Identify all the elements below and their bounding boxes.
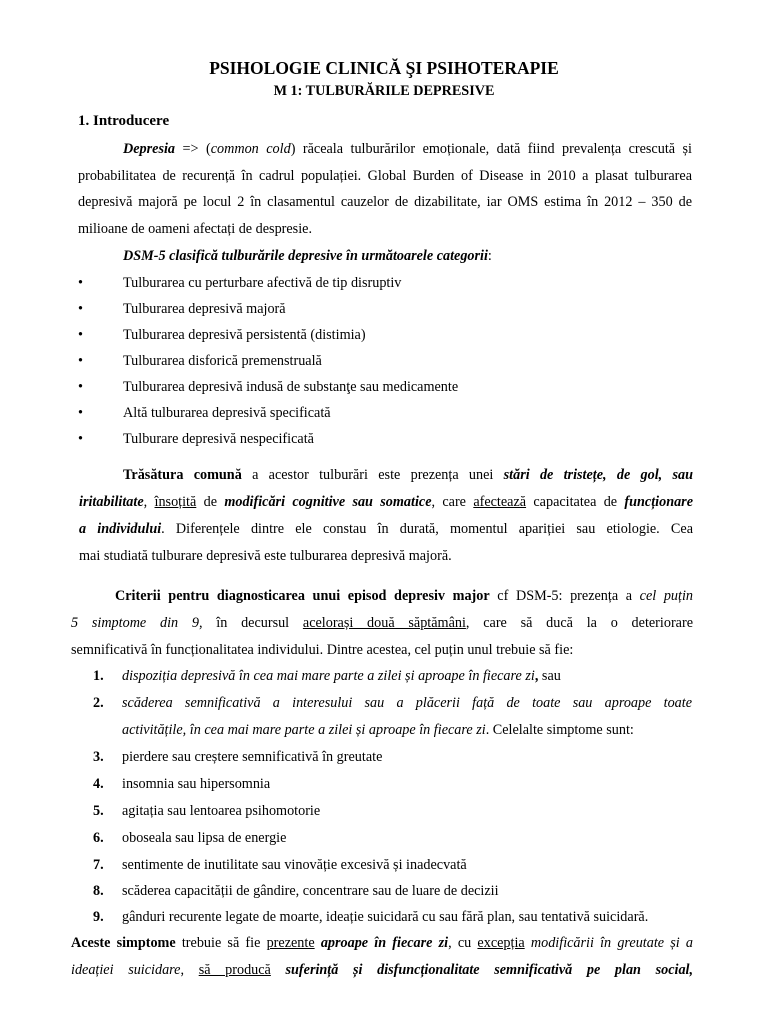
trasatura-line-3: a individului. Diferențele dintre ele constau în durată, momentul apariției sau etiologie. Cea bbox=[79, 521, 693, 537]
criterii-line-3: semnificativă în funcționalitatea individului. Dintre acestea, cel puțin unul trebuie să fie: bbox=[71, 642, 574, 658]
bullet-icon: • bbox=[78, 353, 83, 369]
bullet-icon: • bbox=[78, 379, 83, 395]
list-item: 3. pierdere sau creștere semnificativă în greutate bbox=[93, 749, 383, 765]
list-item: 1. dispoziția depresivă în cea mai mare parte a zilei și aproape în fiecare zi, sau bbox=[93, 668, 561, 684]
trasatura-line-4: mai studiată tulburare depresivă este tulburarea depresivă majoră. bbox=[79, 548, 452, 564]
bullet-icon: • bbox=[78, 275, 83, 291]
bullet-icon: • bbox=[78, 301, 83, 317]
list-item: 9. gânduri recurente legate de moarte, ideație suicidară cu sau fără plan, sau tentativă suicidară. bbox=[93, 909, 649, 925]
document-subtitle: M 1: TULBURĂRILE DEPRESIVE bbox=[273, 83, 495, 99]
list-item: 4. insomnia sau hipersomnia bbox=[93, 776, 271, 792]
term-depresia: Depresia bbox=[123, 141, 176, 157]
section-heading-introducere: 1. Introducere bbox=[78, 113, 170, 129]
bullet-icon: • bbox=[78, 327, 83, 343]
document-page: PSIHOLOGIE CLINICĂ ŞI PSIHOTERAPIE M 1: TULBURĂRILE DEPRESIVE 1. Introducere Depresia => (common cold) răceala tulburărilor emoționale, dată fiind prevalența crescută și probabilitatea de recurență în cadrul populației. Global Burden of Disease in 2010 a plasat tulburarea depresivă majoră pe locul 2 în clasamentul cauzelor de dizabilitate, iar OMS estima în 2012 – 350 de milioane de oameni afectați de despresie. DSM-5 clasifică tulburările depresive în următoarele categorii: • Tulburarea cu perturbare afectivă de tip disruptiv • Tulburarea depresivă majoră • Tulburarea depresivă persistentă (distimia) • Tulburarea disforică premenstruală • Tulburarea depresivă indusă de substanţe sau medicamente • Altă tulburarea depresivă specificată • Tulburare depresivă nespecificată Trăsătura comună a acestor tulburări este prezența unei stări de tristețe, de gol, sau iritabilitate, însoțită de modificări cognitive sau somatice, care afectează capacitatea de funcționare a individului. Diferențele dintre ele constau în durată, momentul apariției sau etiologie. Cea mai studiată tulburare depresivă este tulburarea depresivă majoră. Criterii pentru diagnosticarea unui episod depresiv major cf DSM-5: prezența a cel puțin 5 simptome din 9, în decursul acelorași două săptămâni, care să ducă la o deteriorare semnificativă în funcționalitatea individului. Dintre acestea, cel puțin unul trebuie să fie: 1. dispoziția depresivă în cea mai mare parte a zilei și aproape în fiecare zi, sau 2. scăderea semnificativă a interesului sau a plăcerii față de toate sau aproape toate activitățile, în cea mai mare parte a zilei și aproape în fiecare zi. Celelalte simptome sunt: 3. pierdere sau creștere semnificativă în greutate 4. insomnia sau hipersomnia 5. agitația sau lentoarea psihomotorie 6. oboseala sau lipsa de energie 7. sentimente de inutilitate sau vinovăție excesivă și inadecvată 8. scăderea capacității de gândire, concentrare sau de luare de decizii 9. gânduri recurente legate de moarte, ideație suicidară cu sau fără plan, sau tentativă suicidară. Aceste simptome trebuie să fie prezente aproape în fiecare zi, cu excepția modificării în greutate și a ideației suicidare, să producă suferință și disfuncționalitate semnificativă pe plan social, bbox=[0, 0, 768, 1024]
list-item: 8. scăderea capacității de gândire, concentrare sau de luare de decizii bbox=[93, 883, 499, 899]
list-item-continuation: activitățile, în cea mai mare parte a zilei și aproape în fiecare zi. Celelalte simptome sunt: bbox=[122, 722, 634, 738]
aceste-line-1: Aceste simptome trebuie să fie prezente aproape în fiecare zi, cu excepția modificării în greutate și a bbox=[71, 935, 693, 951]
dsm-heading: DSM-5 clasifică tulburările depresive în următoarele categorii: bbox=[123, 248, 492, 264]
intro-line-3: depresivă majoră pe locul 2 în clasamentul cauzelor de dizabilitate, iar OMS estima în 2012 – 350 de bbox=[78, 194, 692, 211]
list-item: 5. agitația sau lentoarea psihomotorie bbox=[93, 803, 321, 819]
intro-line-1: Depresia => (common cold) răceala tulburărilor emoționale, dată fiind prevalența crescută și bbox=[123, 141, 692, 157]
bullet-icon: • bbox=[78, 405, 83, 421]
aceste-line-2: ideației suicidare, să producă suferință și disfuncționalitate semnificativă pe plan social, bbox=[71, 962, 694, 978]
list-item: 6. oboseala sau lipsa de energie bbox=[93, 830, 287, 846]
trasatura-line-2: iritabilitate, însoțită de modificări cognitive sau somatice, care afectează capacitatea de funcționare bbox=[79, 494, 694, 510]
bullet-icon: • bbox=[78, 431, 83, 447]
intro-line-2: probabilitatea de recurență în cadrul populației. Global Burden of Disease in 2010 a plasat tulburarea bbox=[78, 167, 692, 184]
criterii-line-2: 5 simptome din 9, în decursul acelorași două săptămâni, care să ducă la o deteriorare bbox=[71, 615, 693, 631]
trasatura-line-1: Trăsătura comună a acestor tulburări este prezența unei stări de tristețe, de gol, sau bbox=[123, 467, 693, 483]
document-title: PSIHOLOGIE CLINICĂ ŞI PSIHOTERAPIE bbox=[209, 58, 559, 78]
list-item: 2. scăderea semnificativă a interesului sau a plăcerii față de toate sau aproape toate bbox=[93, 695, 692, 711]
criterii-line-1: Criterii pentru diagnosticarea unui episod depresiv major cf DSM-5: prezența a cel puțin bbox=[115, 588, 693, 604]
list-item: 7. sentimente de inutilitate sau vinovăție excesivă și inadecvată bbox=[93, 857, 467, 873]
intro-line-4: milioane de oameni afectați de despresie. bbox=[78, 220, 312, 237]
